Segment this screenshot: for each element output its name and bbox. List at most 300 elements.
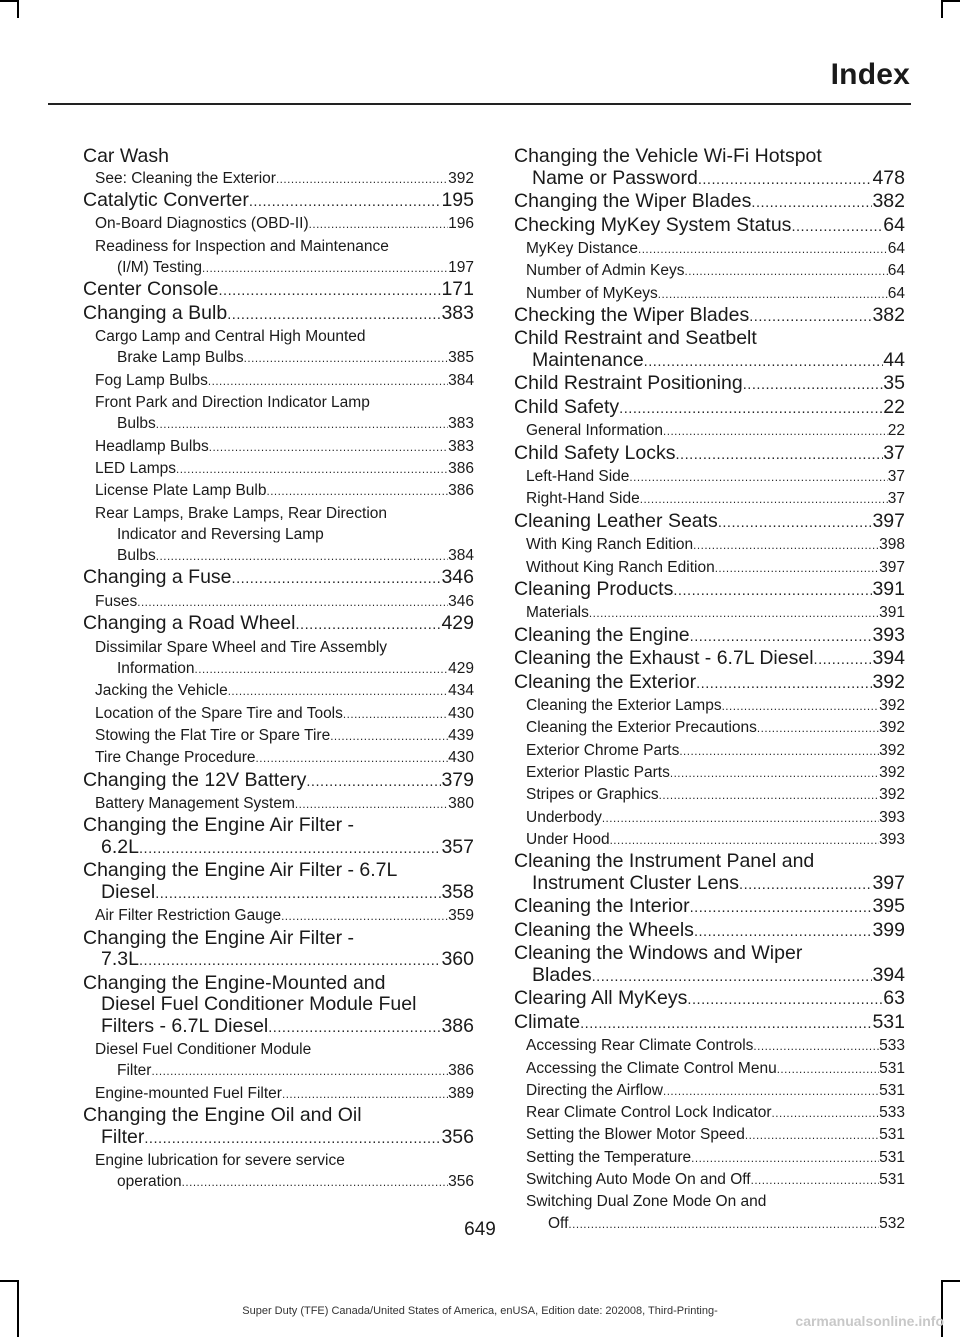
- entry-text: Changing the Wiper Blades: [514, 191, 752, 212]
- entry-text: Switching Dual Zone Mode On and: [526, 1193, 767, 1211]
- page-reference: 383: [448, 437, 474, 455]
- entry-line: [83, 770, 474, 794]
- entry-line: [514, 965, 905, 989]
- index-entry: [83, 567, 474, 591]
- leader-dots: [144, 1129, 441, 1151]
- entry-text: Changing a Road Wheel: [83, 613, 296, 635]
- entry-line: [526, 784, 905, 806]
- index-subentry: [514, 238, 905, 260]
- leader-dots: [155, 884, 441, 906]
- entry-text: Child Safety Locks: [514, 442, 676, 464]
- entry-line: [514, 191, 905, 215]
- entry-text: Name or Password: [532, 167, 698, 189]
- leader-dots: [137, 592, 448, 613]
- entry-line: [95, 347, 474, 369]
- entry-line: [526, 1147, 905, 1169]
- page-reference: 35: [883, 373, 905, 395]
- page-reference: 63: [883, 988, 905, 1010]
- entry-text: Maintenance: [532, 349, 644, 371]
- page-reference: 386: [441, 1015, 474, 1037]
- entry-line: [95, 747, 474, 769]
- index-entry: [514, 988, 905, 1012]
- index-subentry: [514, 1035, 905, 1057]
- leader-dots: [814, 650, 873, 672]
- entry-line: [526, 829, 905, 851]
- edition-footer: Super Duty (TFE) Canada/United States of America, enUSA, Edition date: 202008, Third-Printing-: [242, 1305, 718, 1317]
- crop-mark: [942, 0, 960, 2]
- index-subentry: [83, 1083, 474, 1105]
- entry-text: Location of the Spare Tire and Tools: [95, 704, 343, 722]
- index-entry: [514, 443, 905, 467]
- index-subentry: [83, 213, 474, 235]
- entry-line: [95, 213, 474, 235]
- entry-line: [526, 283, 905, 305]
- entry-text: Child Restraint and Seatbelt: [514, 328, 757, 350]
- entry-line: [95, 793, 474, 815]
- entry-text: Checking MyKey System Status: [514, 214, 792, 236]
- leader-dots: [749, 307, 872, 329]
- leader-dots: [227, 305, 441, 327]
- leader-dots: [743, 375, 884, 397]
- leader-dots: [219, 281, 442, 303]
- index-subentry: [514, 740, 905, 762]
- entry-line: [514, 672, 905, 696]
- entry-text: Air Filter Restriction Gauge: [95, 907, 282, 925]
- leader-dots: [777, 1059, 879, 1080]
- page-reference: 532: [879, 1214, 905, 1232]
- index-entry: [83, 190, 474, 214]
- leader-dots: [659, 785, 879, 806]
- entry-text: Dissimilar Spare Wheel and Tire Assembly: [95, 638, 388, 656]
- page-reference: 394: [872, 964, 905, 986]
- entry-text: Rear Lamps, Brake Lamps, Rear Direction: [95, 504, 388, 522]
- leader-dots: [751, 193, 872, 215]
- entry-text: Car Wash: [83, 146, 169, 167]
- index-subentry: [514, 784, 905, 806]
- leader-dots: [139, 951, 442, 973]
- page-reference: 357: [441, 836, 474, 858]
- entry-text: Cargo Lamp and Central High Mounted: [95, 328, 366, 346]
- leader-dots: [772, 1103, 880, 1124]
- page-reference: 64: [887, 240, 905, 257]
- entry-line: [514, 397, 905, 421]
- page-reference: 171: [441, 279, 474, 301]
- index-subentry: [83, 458, 474, 480]
- entry-text: Cleaning the Exterior Precautions: [526, 719, 757, 737]
- index-entry: [514, 579, 905, 603]
- index-subentry: [83, 747, 474, 769]
- index-subentry: [83, 793, 474, 815]
- entry-line: [514, 579, 905, 603]
- leader-dots: [281, 906, 448, 927]
- leader-dots: [182, 1172, 448, 1193]
- entry-line: [514, 625, 905, 649]
- leader-dots: [745, 1125, 879, 1146]
- page-reference: 531: [872, 1011, 905, 1033]
- entry-text: Filter: [117, 1062, 152, 1080]
- entry-text: Tire Change Procedure: [95, 749, 256, 767]
- entry-line: [514, 988, 905, 1012]
- page-reference: 429: [441, 613, 474, 635]
- entry-text: Indicator and Reversing Lamp: [117, 525, 324, 543]
- leader-dots: [195, 659, 449, 680]
- page-reference: 434: [448, 682, 474, 700]
- leader-dots: [694, 922, 873, 944]
- page-reference: 64: [887, 284, 905, 302]
- page-reference: 346: [448, 592, 474, 610]
- entry-line: [514, 373, 905, 397]
- page-reference: 389: [448, 1084, 474, 1102]
- leader-dots: [685, 261, 888, 282]
- entry-line: [83, 190, 474, 214]
- entry-text: Changing the Engine Oil and Oil: [83, 1105, 362, 1127]
- index-subentry: [83, 392, 474, 436]
- entry-text: MyKey Distance: [526, 240, 638, 257]
- entry-text: Changing a Fuse: [83, 567, 232, 589]
- entry-text: Setting the Blower Motor Speed: [526, 1126, 745, 1144]
- page-reference: 359: [448, 907, 474, 925]
- index-subentry: [514, 1169, 905, 1191]
- leader-dots: [209, 437, 448, 458]
- entry-text: Changing the Engine-Mounted and: [83, 972, 386, 994]
- entry-text: Headlamp Bulbs: [95, 437, 209, 455]
- entry-text: Switching Auto Mode On and Off: [526, 1171, 751, 1189]
- entry-line: [95, 458, 474, 480]
- index-entry: [514, 672, 905, 696]
- index-subentry: [83, 326, 474, 370]
- entry-line: [526, 1058, 905, 1080]
- entry-text: Number of Admin Keys: [526, 262, 685, 280]
- leader-dots: [739, 875, 872, 897]
- entry-text: Stripes or Graphics: [526, 786, 659, 804]
- index-entry: [514, 191, 905, 215]
- entry-text: Right-Hand Side: [526, 490, 640, 508]
- entry-line: [526, 238, 905, 260]
- index-subentry: [514, 1124, 905, 1146]
- entry-text: Filters - 6.7L Diesel: [101, 1015, 269, 1037]
- entry-line: [95, 680, 474, 702]
- entry-line: [83, 303, 474, 327]
- crop-mark: [941, 0, 943, 18]
- entry-text: Under Hood: [526, 830, 610, 848]
- page-reference: 394: [872, 648, 905, 670]
- index-entry: [83, 146, 474, 168]
- index-subentry: [83, 703, 474, 725]
- entry-line: [514, 215, 905, 239]
- page-reference: 22: [887, 422, 905, 440]
- leader-dots: [751, 1170, 880, 1191]
- index-subentry: [83, 503, 474, 568]
- leader-dots: [753, 1036, 879, 1057]
- leader-dots: [663, 1081, 879, 1102]
- entry-text: Cleaning the Interior: [514, 896, 690, 918]
- index-entry: [514, 851, 905, 896]
- entry-line: [526, 740, 905, 762]
- index-subentry: [514, 1102, 905, 1124]
- entry-line: [83, 837, 474, 861]
- entry-text: Jacking the Vehicle: [95, 682, 228, 700]
- entry-text: Diesel: [101, 881, 156, 903]
- page-reference: 386: [448, 459, 474, 477]
- entry-text: Engine-mounted Fuel Filter: [95, 1084, 282, 1102]
- entry-text: Setting the Temperature: [526, 1148, 692, 1166]
- crop-mark: [942, 1280, 960, 1282]
- entry-text: Exterior Chrome Parts: [526, 741, 680, 759]
- entry-text: Cleaning the Instrument Panel and: [514, 851, 815, 873]
- entry-line: [514, 920, 905, 944]
- entry-text: Clearing All MyKeys: [514, 988, 688, 1010]
- index-entry: [514, 1012, 905, 1036]
- page-reference: 395: [872, 896, 905, 918]
- page-reference: 64: [883, 214, 905, 236]
- index-subentry: [83, 236, 474, 280]
- leader-dots: [282, 1084, 448, 1105]
- page-reference: 195: [441, 189, 474, 211]
- index-entry: [83, 973, 474, 1040]
- entry-line: [95, 545, 474, 567]
- entry-text: Without King Ranch Edition: [526, 558, 715, 576]
- leader-dots: [638, 239, 888, 260]
- entry-line: [526, 1124, 905, 1146]
- leader-dots: [670, 763, 879, 784]
- index-subentry: [514, 534, 905, 556]
- page-reference: 358: [441, 881, 474, 903]
- index-subentry: [83, 1039, 474, 1083]
- entry-text: Cleaning Products: [514, 578, 674, 600]
- entry-text: Filter: [101, 1126, 145, 1148]
- index-subentry: [83, 1150, 474, 1194]
- index-subentry: [514, 557, 905, 579]
- entry-text: Diesel Fuel Conditioner Module: [95, 1041, 312, 1059]
- entry-text: Cleaning Leather Seats: [514, 510, 718, 532]
- index-subentry: [83, 637, 474, 681]
- entry-line: [83, 1016, 474, 1040]
- page-reference: 386: [448, 482, 474, 500]
- leader-dots: [676, 445, 884, 467]
- page-reference: 392: [879, 697, 905, 715]
- entry-line: [526, 466, 905, 488]
- page-reference: 391: [879, 604, 905, 622]
- leader-dots: [679, 741, 879, 762]
- leader-dots: [673, 581, 872, 603]
- entry-line: [526, 420, 905, 442]
- page-reference: 393: [879, 808, 905, 826]
- index-subentry: [514, 260, 905, 282]
- leader-dots: [266, 481, 448, 502]
- entry-text: Rear Climate Control Lock Indicator: [526, 1104, 772, 1122]
- index-entry: [514, 943, 905, 988]
- index-subentry: [514, 488, 905, 510]
- page-title: Index: [830, 58, 910, 91]
- entry-line: [95, 905, 474, 927]
- entry-line: [514, 1012, 905, 1036]
- entry-line: [514, 443, 905, 467]
- entry-line: [514, 648, 905, 672]
- page-reference: 429: [448, 660, 474, 678]
- page-reference: 391: [872, 578, 905, 600]
- index-subentry: [514, 829, 905, 851]
- leader-dots: [610, 830, 880, 851]
- page-reference: 531: [879, 1148, 905, 1166]
- crop-mark: [17, 0, 19, 18]
- page-reference: 37: [883, 442, 905, 464]
- leader-dots: [156, 414, 448, 435]
- entry-text: Changing the Engine Air Filter -: [83, 815, 354, 837]
- page-reference: 360: [441, 949, 474, 971]
- page-reference: 383: [448, 415, 474, 433]
- entry-text: Fuses: [95, 592, 138, 610]
- index-subentry: [514, 466, 905, 488]
- entry-line: [514, 873, 905, 897]
- page-reference: 531: [879, 1126, 905, 1144]
- index-entry: [514, 511, 905, 535]
- entry-text: Bulbs: [117, 415, 156, 433]
- leader-dots: [295, 794, 448, 815]
- page-reference: 385: [448, 349, 474, 367]
- page-reference: 392: [448, 169, 474, 187]
- index-subentry: [83, 436, 474, 458]
- leader-dots: [619, 399, 883, 421]
- entry-line: [95, 257, 474, 279]
- page-reference: 533: [879, 1104, 905, 1122]
- page-reference: 392: [872, 671, 905, 693]
- page-reference: 380: [448, 795, 474, 813]
- entry-line: [95, 1083, 474, 1105]
- page-reference: 397: [872, 872, 905, 894]
- entry-text: Climate: [514, 1011, 581, 1033]
- index-entry: [83, 303, 474, 327]
- entry-line: [95, 1171, 474, 1193]
- entry-line: [95, 1060, 474, 1082]
- entry-text: Center Console: [83, 279, 219, 301]
- leader-dots: [687, 990, 883, 1012]
- index-subentry: [83, 480, 474, 502]
- page-reference: 196: [448, 215, 474, 233]
- index-entry: [514, 648, 905, 672]
- entry-text: With King Ranch Edition: [526, 536, 694, 554]
- entry-text: Brake Lamp Bulbs: [117, 349, 244, 367]
- entry-text: Instrument Cluster Lens: [532, 872, 740, 894]
- leader-dots: [644, 352, 884, 374]
- page-reference: 531: [879, 1171, 905, 1189]
- page-reference: 379: [441, 769, 474, 791]
- entry-line: [95, 703, 474, 725]
- index-entry: [83, 279, 474, 303]
- entry-text: Checking the Wiper Blades: [514, 304, 750, 326]
- leader-dots: [791, 217, 883, 239]
- leader-dots: [244, 348, 448, 369]
- entry-text: Fog Lamp Bulbs: [95, 371, 208, 389]
- entry-text: 6.2L: [101, 836, 139, 858]
- index-column-right: [514, 146, 905, 1235]
- index-entry: [83, 860, 474, 905]
- index-column-left: [83, 146, 474, 1194]
- entry-text: See: Cleaning the Exterior: [95, 169, 276, 187]
- leader-dots: [690, 898, 873, 920]
- page-reference: 386: [448, 1062, 474, 1080]
- entry-line: [526, 260, 905, 282]
- index-subentry: [514, 717, 905, 739]
- entry-line: [526, 534, 905, 556]
- entry-line: [514, 350, 905, 374]
- page-reference: 64: [887, 262, 905, 280]
- page-reference: 393: [879, 830, 905, 848]
- page-reference: 531: [879, 1081, 905, 1099]
- index-entry: [83, 1105, 474, 1150]
- page-reference: 392: [879, 786, 905, 804]
- page-reference: 383: [441, 302, 474, 324]
- entry-text: Accessing Rear Climate Controls: [526, 1037, 754, 1055]
- header-divider: [48, 103, 911, 105]
- index-entry: [83, 928, 474, 973]
- entry-text: Cleaning the Exterior: [514, 671, 697, 693]
- page-reference: 393: [872, 624, 905, 646]
- leader-dots: [202, 258, 448, 279]
- entry-line: [95, 436, 474, 458]
- page-reference: 356: [441, 1126, 474, 1148]
- leader-dots: [640, 489, 888, 510]
- entry-text: Cleaning the Exhaust - 6.7L Diesel: [514, 648, 814, 670]
- page-reference: 384: [448, 371, 474, 389]
- leader-dots: [658, 284, 888, 305]
- entry-line: [526, 807, 905, 829]
- entry-text: Materials: [526, 604, 589, 622]
- entry-line: [514, 305, 905, 329]
- leader-dots: [208, 371, 448, 392]
- index-subentry: [514, 1058, 905, 1080]
- leader-dots: [232, 569, 442, 591]
- index-entry: [514, 896, 905, 920]
- entry-text: Cleaning the Engine: [514, 624, 690, 646]
- leader-dots: [156, 546, 448, 567]
- index-entry: [514, 920, 905, 944]
- entry-text: Child Restraint Positioning: [514, 373, 743, 395]
- entry-text: Child Safety: [514, 396, 620, 418]
- entry-text: Number of MyKeys: [526, 284, 658, 302]
- entry-text: Cleaning the Windows and Wiper: [514, 943, 803, 965]
- index-entry: [83, 770, 474, 794]
- index-entry: [514, 328, 905, 373]
- index-subentry: [514, 1147, 905, 1169]
- page-reference: 392: [879, 719, 905, 737]
- entry-line: [95, 725, 474, 747]
- watermark: carmanualsonline.info: [795, 1313, 944, 1329]
- entry-line: [83, 567, 474, 591]
- leader-dots: [592, 967, 873, 989]
- leader-dots: [176, 459, 448, 480]
- entry-text: Battery Management System: [95, 795, 295, 813]
- index-subentry: [83, 725, 474, 747]
- entry-line: [83, 882, 474, 906]
- entry-line: [526, 557, 905, 579]
- leader-dots: [295, 615, 441, 637]
- page-reference: 430: [448, 704, 474, 722]
- page-reference: 531: [879, 1059, 905, 1077]
- entry-text: Diesel Fuel Conditioner Module Fuel: [101, 994, 417, 1016]
- index-subentry: [514, 762, 905, 784]
- leader-dots: [330, 726, 448, 747]
- leader-dots: [629, 467, 887, 488]
- leader-dots: [722, 696, 880, 717]
- index-subentry: [514, 283, 905, 305]
- index-subentry: [83, 905, 474, 927]
- entry-text: (I/M) Testing: [117, 258, 202, 276]
- page-reference: 37: [887, 468, 905, 486]
- page-reference: 356: [448, 1173, 474, 1191]
- leader-dots: [696, 674, 872, 696]
- leader-dots: [663, 421, 888, 442]
- index-subentry: [83, 591, 474, 613]
